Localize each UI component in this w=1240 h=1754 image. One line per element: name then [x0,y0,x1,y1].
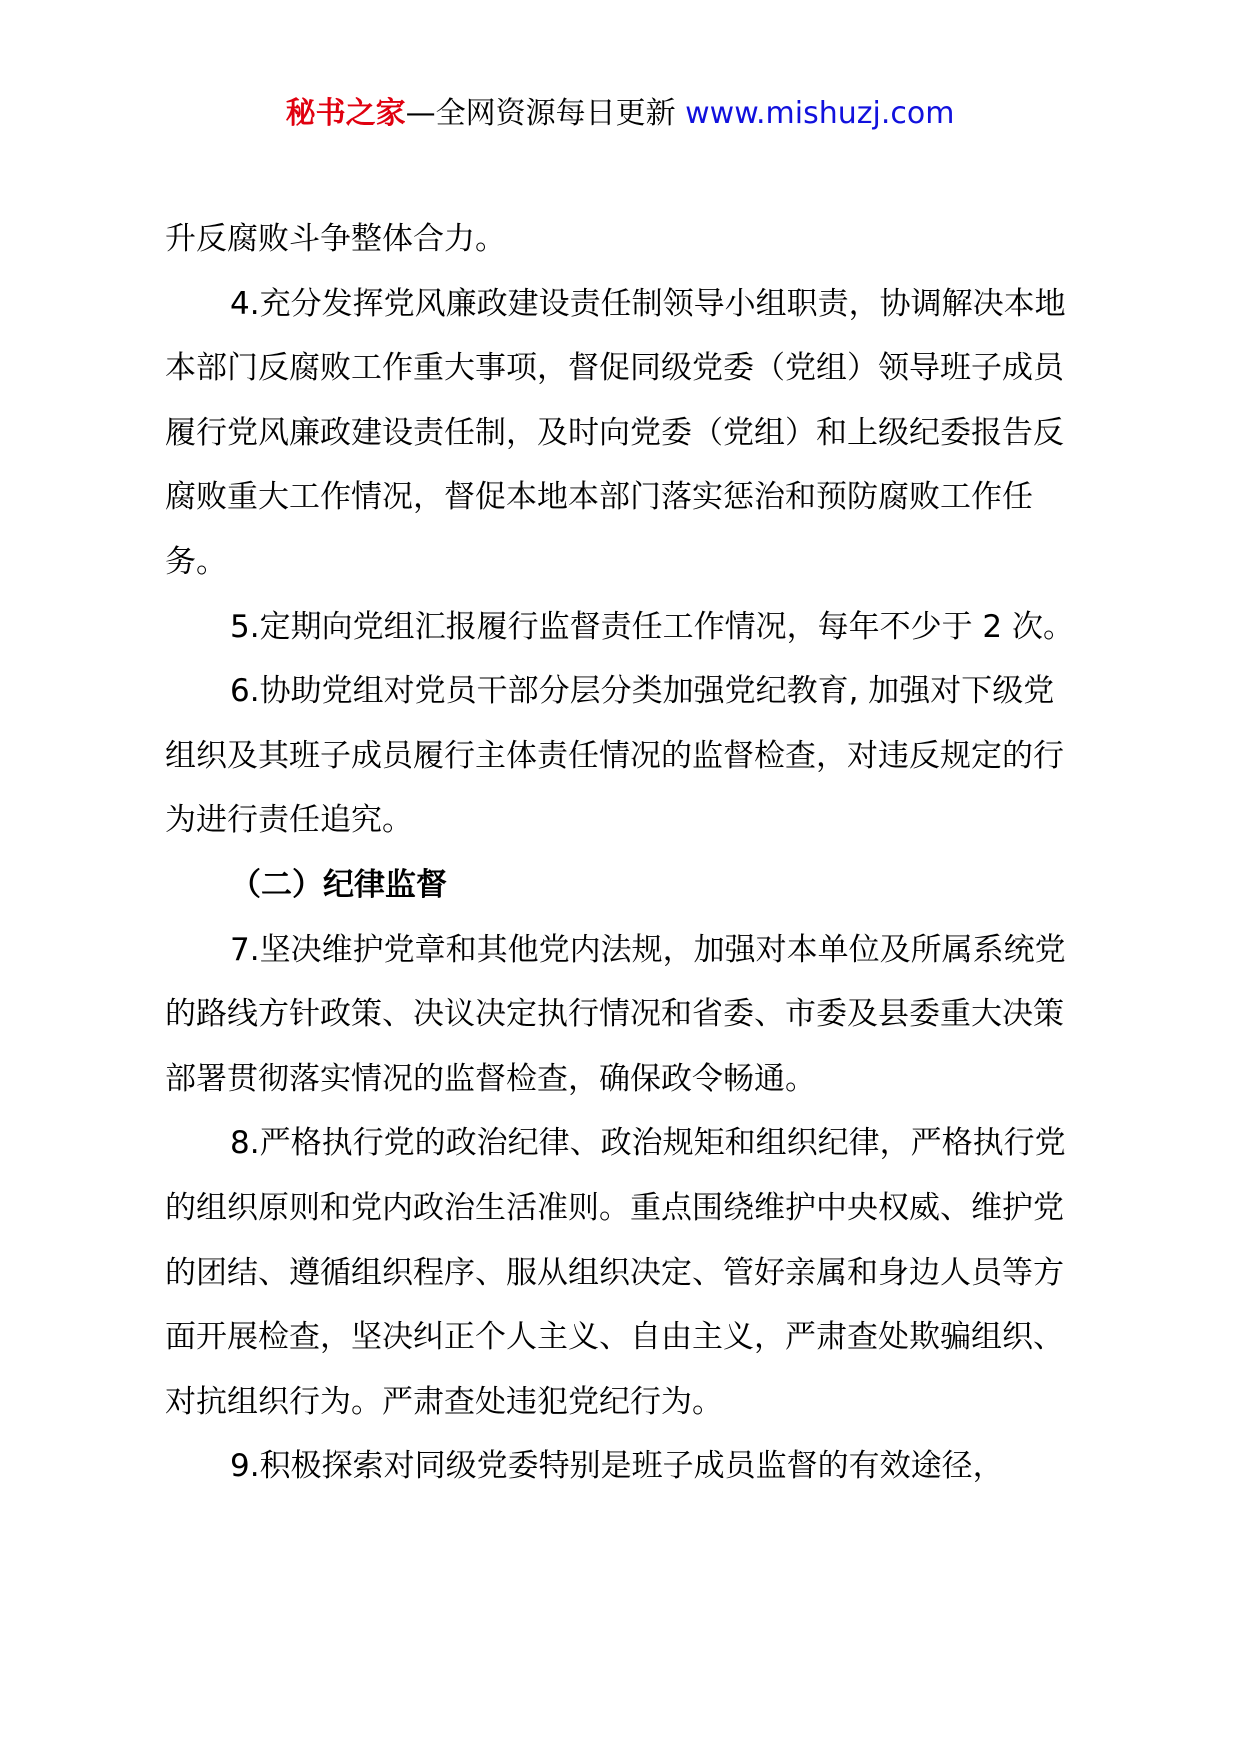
site-url-link[interactable]: www.mishuzj.com [685,96,955,131]
paragraph-continuation: 升反腐败斗争整体合力。 [165,221,506,257]
paragraph-item-8: 8.严格执行党的政治纪律、政治规矩和组织纪律，严格执行党的组织原则和党内政治生活准则。重点围绕维护中央权威、维护党的团结、遵循组织程序、服从组织决定、管好亲属和身边人员等方面开展检查，坚决纠正个人主义、自由主义，严肃查处欺骗组织、对抗组织行为。严肃查处违犯党纪行为。 [165,1125,1066,1420]
section-heading-discipline-supervision: （二）纪律监督 [230,866,447,903]
paragraph-item-7: 7.坚决维护党章和其他党内法规，加强对本单位及所属系统党的路线方针政策、决议决定执行情况和省委、市委及县委重大决策部署贯彻落实情况的监督检查，确保政令畅通。 [165,931,1066,1097]
site-tagline: —全网资源每日更新 [405,96,686,131]
page-header [0,94,1240,134]
paragraph-item-6: 6.协助党组对党员干部分层分类加强党纪教育, 加强对下级党组织及其班子成员履行主体责任情况的监督检查，对违反规定的行为进行责任追究。 [165,673,1064,839]
paragraph-item-4: 4.充分发挥党风廉政建设责任制领导小组职责，协调解决本地本部门反腐败工作重大事项，督促同级党委（党组）领导班子成员履行党风廉政建设责任制，及时向党委（党组）和上级纪委报告反腐败重大工作情况，督促本地本部门落实惩治和预防腐败工作任务。 [165,285,1066,580]
paragraph-item-5: 5.定期向党组汇报履行监督责任工作情况，每年不少于 2 次。 [230,608,1075,645]
paragraph-item-9: 9.积极探索对同级党委特别是班子成员监督的有效途径， [230,1448,1004,1485]
site-brand: 秘书之家 [285,96,406,131]
document-body [165,207,1085,1499]
